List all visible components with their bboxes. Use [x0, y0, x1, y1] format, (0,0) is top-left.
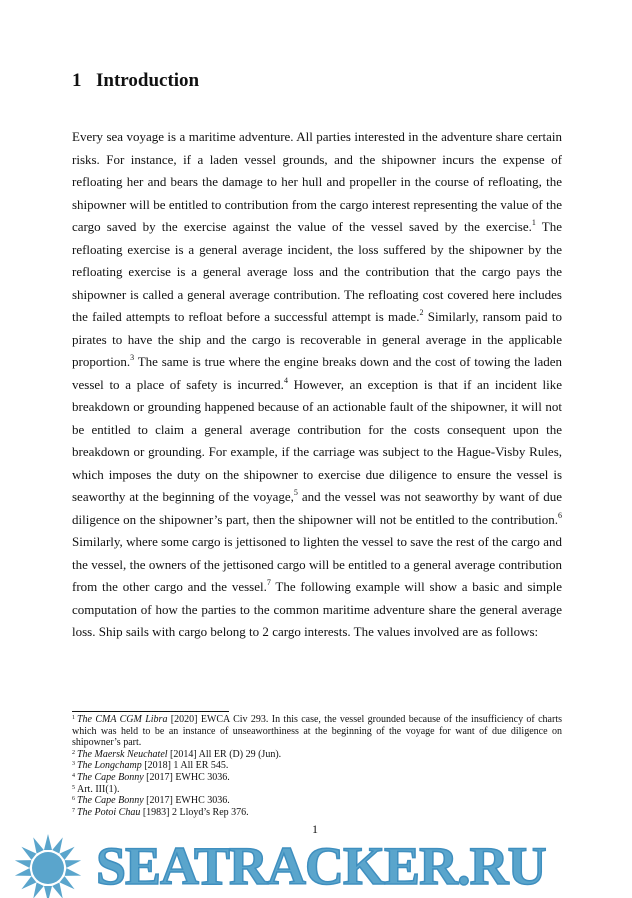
- text-segment: the vessel was not seaworthy by want of due diligence on the shipowner’s part, then the: [72, 489, 562, 527]
- text-segment: the engine breaks down and the cost of towing the laden vessel to a place of safety is incurred.: [72, 354, 563, 392]
- citation: [2020] EWCA Civ 293. In this case, the vessel grounded because of the insufficiency of charts which was held to be an instance of unseaworthiness at the beginning of the voyage for want of due diligence on shipowner’s part.: [72, 714, 562, 749]
- section-heading: [72, 70, 199, 92]
- text-segment: contribution for the costs consequent upon the breakdown or grounding. For example, if the: [72, 421, 562, 459]
- text-line: [272, 624, 538, 639]
- footnote: [72, 795, 562, 807]
- text-segment: general average loss and the contribution that the cargo pays the shipowner is called a general: [72, 264, 563, 302]
- footnote-number: 3: [72, 761, 75, 768]
- text-segment: Similarly, where some cargo is jettisoned: [72, 534, 287, 549]
- citation: [2014] All ER (D) 29 (Jun).: [167, 748, 282, 760]
- sun-ray: [60, 876, 77, 892]
- sun-ray: [19, 876, 36, 892]
- sun-ray: [14, 868, 31, 879]
- section-title: Introduction: [96, 70, 200, 91]
- watermark: SEATRACKER.RU: [96, 836, 546, 896]
- watermark-sun-icon: [0, 832, 110, 898]
- page-number: 1: [312, 822, 318, 836]
- footnote-number: 7: [72, 807, 75, 814]
- footnote-reference[interactable]: 4: [283, 375, 288, 385]
- text-segment: cargo will be entitled to a general average contribution from the other cargo and the vessel.: [72, 556, 563, 594]
- text-segment: cargo is recoverable in general average in the applicable proportion.: [72, 331, 563, 369]
- sun-ray: [52, 882, 66, 898]
- text-segment: Every sea voyage is a maritime adventure. All parties interested in the adventure share certain: [72, 129, 562, 144]
- footnote-reference[interactable]: 7: [266, 578, 271, 587]
- text-segment: is a general average incident, the loss suffered by the shipowner by the refloating exercise is a: [72, 241, 562, 279]
- case-name: The Maersk Neuchatel: [77, 748, 168, 760]
- footnote: [72, 760, 562, 772]
- text-segment: cargo interests. The values involved are as follows:: [272, 624, 539, 639]
- text-segment: The refloating exercise: [72, 219, 563, 257]
- text-segment: However, an exception is that if an incident like breakdown or grounding happened because of: [72, 376, 562, 414]
- citation: [2017] EWHC 3036.: [143, 771, 230, 783]
- text-line: [72, 129, 562, 144]
- citation: Art. III(1).: [77, 783, 120, 795]
- footnote-separator: [72, 711, 229, 712]
- text-segment: her and bears the damage to her hull and propeller in the course of refloating, the shipowner: [72, 174, 563, 212]
- citation: [2017] EWHC 3036.: [143, 795, 230, 807]
- footnote-reference[interactable]: 6: [558, 510, 562, 520]
- text-segment: Similarly, ransom paid to pirates to have the ship and the: [72, 309, 562, 347]
- case-name: The CMA CGM Libra: [77, 714, 168, 725]
- sun-ray: [30, 882, 44, 898]
- case-name: The Longchamp: [77, 760, 142, 772]
- sun-ray: [60, 844, 77, 860]
- text-segment: shipowner will not be entitled to the contribution.: [298, 511, 558, 527]
- text-segment: by the exercise against the value of the vessel saved by the exercise.: [142, 219, 532, 234]
- sun-ray: [30, 836, 44, 854]
- sun-ray: [65, 868, 82, 879]
- section-number: 1: [72, 70, 82, 91]
- footnote: [72, 807, 562, 819]
- footnote-number: 1: [72, 715, 75, 721]
- sun-ray: [44, 834, 52, 850]
- body-text: [72, 126, 562, 644]
- footnote: [72, 772, 562, 784]
- case-name: The Potoi Chau: [77, 806, 141, 818]
- sun-ray: [52, 836, 66, 854]
- footnote: [72, 749, 562, 761]
- sun-ray: [19, 844, 36, 860]
- text-segment: an actionable fault of the shipowner, it will not be entitled to claim a general average: [72, 399, 563, 437]
- sun-ray: [14, 857, 31, 868]
- footnote-reference[interactable]: 1: [531, 218, 536, 227]
- footnote-number: 5: [72, 784, 75, 791]
- citation: [2018] 1 All ER 545.: [141, 760, 229, 772]
- footnotes: [72, 714, 562, 818]
- text-segment: risks. For instance, if a laden vessel grounds, and the shipowner incurs the expense of refloating: [72, 151, 562, 189]
- footnote-reference[interactable]: 5: [293, 488, 298, 497]
- footnote-number: 4: [72, 772, 75, 779]
- text-segment: exercise due diligence to ensure the vessel is seaworthy at the beginning of the voyage,: [72, 466, 563, 504]
- text-segment: The same is true where: [134, 354, 261, 369]
- text-segment: and: [297, 489, 321, 504]
- footnote-reference[interactable]: 3: [130, 353, 135, 362]
- footnote: [72, 714, 562, 749]
- footnote-number: 6: [72, 796, 75, 803]
- footnote: [72, 784, 562, 796]
- footnote-number: 2: [72, 749, 75, 756]
- footnote-reference[interactable]: 2: [419, 308, 424, 317]
- citation: [1983] 2 Lloyd’s Rep 376.: [140, 806, 249, 818]
- text-segment: common maritime adventure share the general average loss. Ship sails with cargo belong to 2: [72, 601, 563, 639]
- text-segment: average contribution. The refloating cost covered here includes the failed attempts to refloat: [72, 286, 562, 324]
- text-segment: before a successful attempt is made.: [226, 309, 420, 324]
- text-segment: carriage was subject to the Hague-Visby Rules, which imposes the duty on the shipowner to: [72, 444, 563, 482]
- text-segment: The following example will show a basic and simple computation of how the parties to the: [72, 579, 562, 617]
- case-name: The Cape Bonny: [77, 771, 144, 783]
- sun-ray: [44, 886, 52, 898]
- text-segment: will be entitled to contribution from the cargo interest representing the value of the cargo saved: [72, 196, 563, 234]
- sun-ray: [65, 857, 82, 868]
- text-segment: to lighten the vessel to save the rest of the cargo and the vessel, the owners of the jettisoned: [72, 534, 562, 572]
- case-name: The Cape Bonny: [77, 795, 144, 807]
